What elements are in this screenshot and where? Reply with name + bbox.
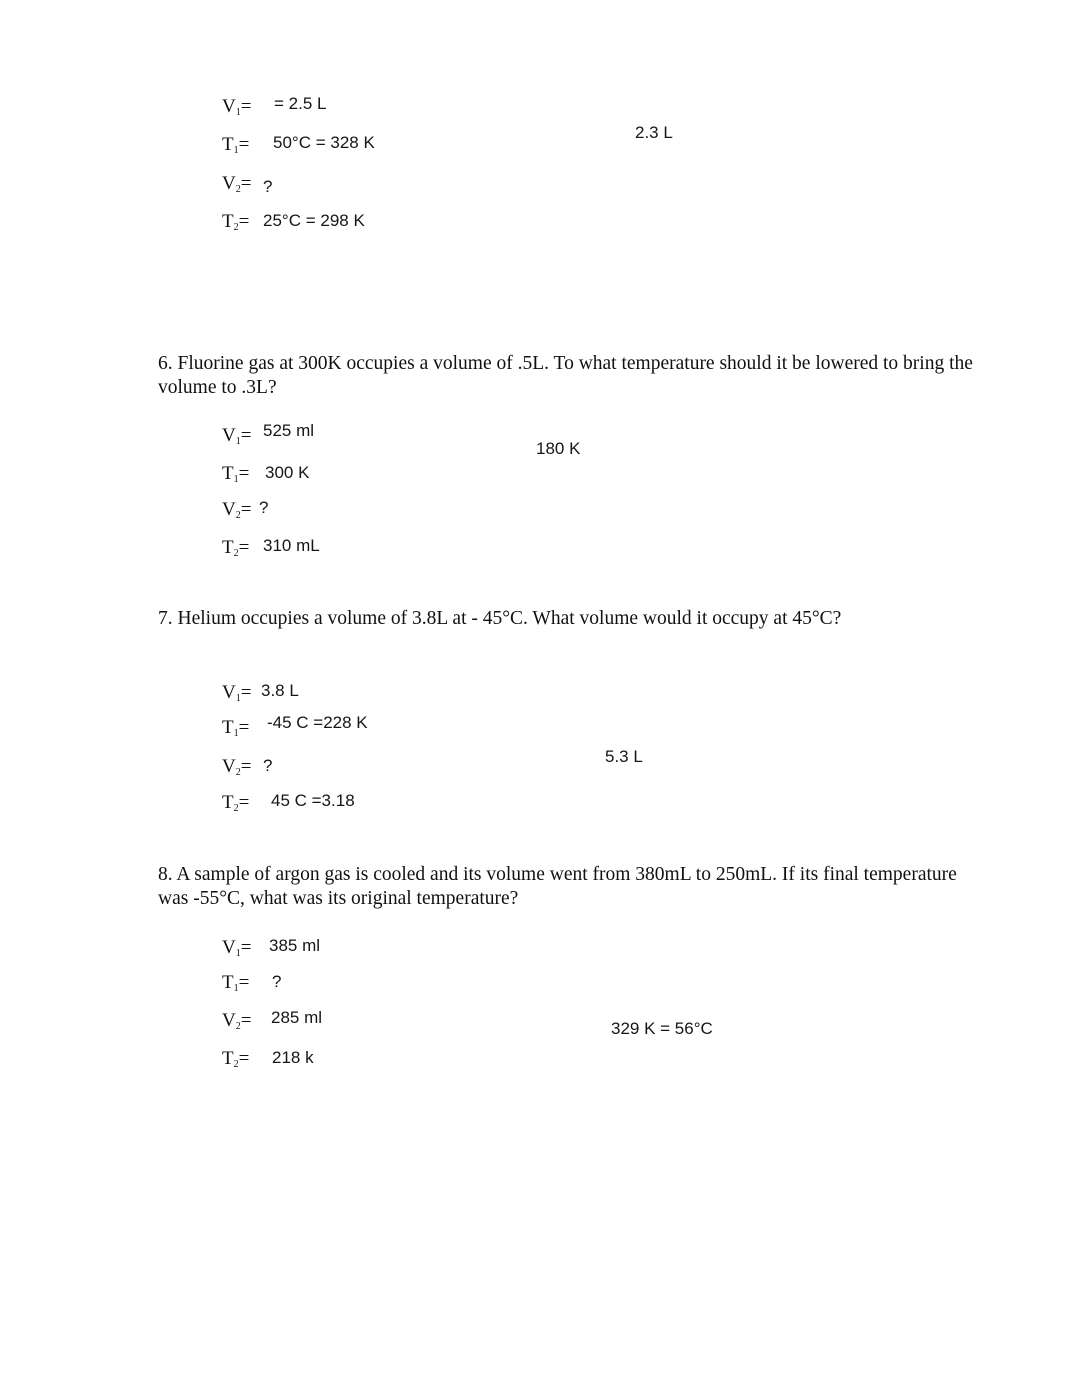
q8-t1-value: ? <box>272 972 282 991</box>
question-7-text: 7. Helium occupies a volume of 3.8L at - 45°C. What volume would it occupy at 45°C? <box>158 608 842 629</box>
q7-t1-label: $T_1=$ <box>222 717 250 739</box>
t1-value: 50°C = 328 K <box>273 133 375 152</box>
q8-v1-label: $V_1=$ <box>222 937 252 959</box>
q6-answer: 180 K <box>536 439 581 458</box>
q7-t2-label: $T_2=$ <box>222 792 250 814</box>
q7-v2-value: ? <box>263 756 273 775</box>
q6-v2-label: $V_2=$ <box>222 499 252 521</box>
q8-v1-value: 385 ml <box>269 936 321 955</box>
t1-label: $T_1=$ <box>222 134 250 156</box>
q7-t2-value: 45 C =3.18 <box>271 791 355 810</box>
q7-v2-label: $V_2=$ <box>222 756 252 778</box>
q8-answer: 329 K = 56°C <box>611 1019 713 1038</box>
answer-1: 2.3 L <box>635 123 673 142</box>
q6-v1-value: 525 ml <box>263 421 315 440</box>
q8-t2-value: 218 k <box>272 1048 314 1067</box>
q6-t2-value: 310 mL <box>263 536 320 555</box>
question-8-text: 8. A sample of argon gas is cooled and its volume went from 380mL to 250mL. If its final temperature was -55°C, what was its original temperature? <box>158 864 957 909</box>
q7-answer: 5.3 L <box>605 747 643 766</box>
t2-value: 25°C = 298 K <box>263 211 365 230</box>
q6-v1-label: $V_1=$ <box>222 425 252 447</box>
t2-label: $T_2=$ <box>222 211 250 233</box>
v2-value: ? <box>263 177 273 196</box>
v2-label: $V_2=$ <box>222 173 252 195</box>
q6-t1-value: 300 K <box>265 463 310 482</box>
q8-t2-label: $T_2=$ <box>222 1048 250 1070</box>
q7-v1-value: 3.8 L <box>261 681 299 700</box>
q8-v2-value: 285 ml <box>271 1008 323 1027</box>
q8-v2-label: $V_2=$ <box>222 1010 252 1032</box>
v1-value: = 2.5 L <box>274 94 327 113</box>
q8-t1-label: $T_1=$ <box>222 972 250 994</box>
v1-label: $V_1=$ <box>222 96 252 118</box>
q6-t1-label: $T_1=$ <box>222 463 250 485</box>
q6-v2-value: ? <box>259 498 269 517</box>
q6-t2-label: $T_2=$ <box>222 537 250 559</box>
q7-v1-label: $V_1=$ <box>222 682 252 704</box>
question-6-text: 6. Fluorine gas at 300K occupies a volume of .5L. To what temperature should it be lowered to bring the volume to .3L? <box>158 353 973 398</box>
q7-t1-value: -45 C =228 K <box>267 713 368 732</box>
